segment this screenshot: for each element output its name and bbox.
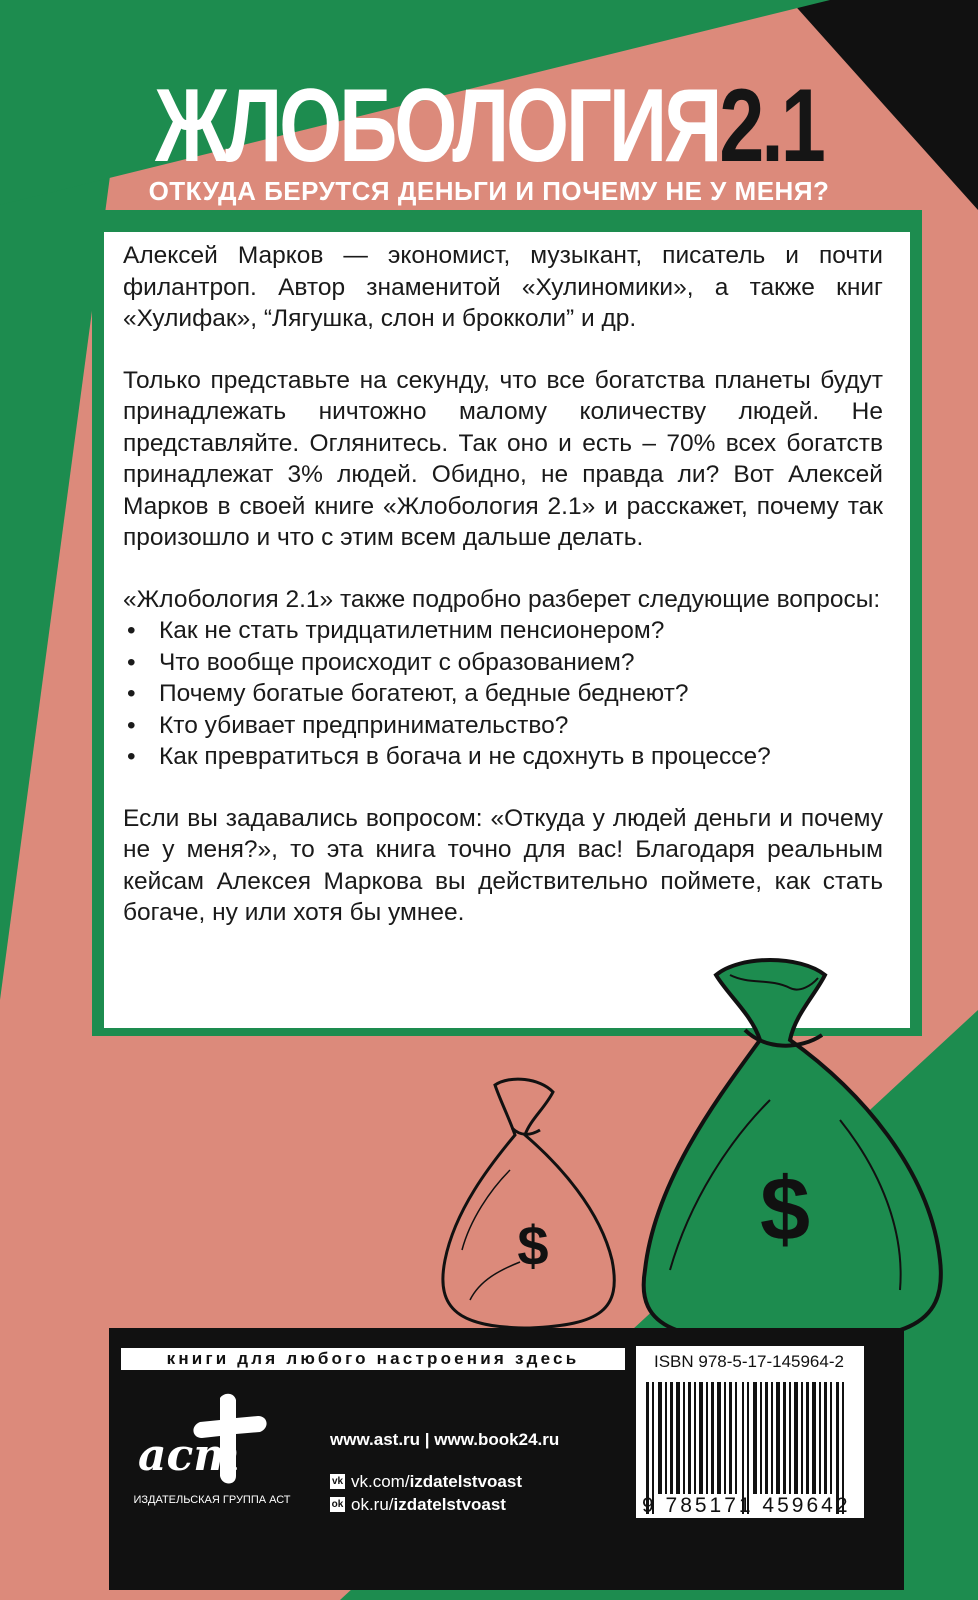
ast-logo xyxy=(132,1390,282,1490)
small-money-bag-icon xyxy=(443,1079,614,1328)
list-item: • Как превратиться в богача и не сдохнуть в процессе? xyxy=(123,741,883,773)
list-item: • Почему богатые богатеют, а бедные беднеют? xyxy=(123,678,883,710)
ok-prefix: ok.ru/ xyxy=(351,1495,394,1514)
social-links xyxy=(330,1470,522,1516)
ok-link[interactable] xyxy=(330,1493,522,1516)
ast-cross-icon xyxy=(132,1390,282,1490)
ok-handle: izdatelstvoast xyxy=(393,1495,506,1514)
small-bag-symbol: $ xyxy=(517,1214,549,1277)
logo-text: аст xyxy=(138,1430,240,1481)
list-item: • Что вообще происходит с образованием? xyxy=(123,647,883,679)
isbn-text: ISBN 978-5-17-145964-2 xyxy=(654,1352,844,1371)
large-money-bag-icon xyxy=(644,960,941,1342)
large-bag-symbol: $ xyxy=(759,1160,811,1260)
title-version: 2.1 xyxy=(719,68,823,184)
list-item: • Кто убивает предпринимательство? xyxy=(123,710,883,742)
slogan: книги для любого настроения здесь xyxy=(121,1348,625,1370)
publisher-name: ИЗДАТЕЛЬСКАЯ ГРУППА АСТ xyxy=(133,1494,291,1506)
vk-handle: izdatelstvoast xyxy=(409,1472,522,1491)
list-item: • Как не стать тридцатилетним пенсионером? xyxy=(123,615,883,647)
paragraph-questions: «Жлобология 2.1» также подробно разберет следующие вопросы: xyxy=(123,585,881,613)
website-links[interactable]: www.ast.ru | www.book24.ru xyxy=(330,1430,560,1449)
vk-link[interactable] xyxy=(330,1470,522,1493)
barcode-digits: 9 785171 459642 xyxy=(642,1494,851,1517)
subtitle: ОТКУДА БЕРУТСЯ ДЕНЬГИ И ПОЧЕМУ НЕ У МЕНЯ? xyxy=(148,176,830,206)
paragraph-author: Алексей Марков — экономист, музыкант, писатель и почти филантроп. Автор знаменитой «Хулиномики», а также книг «Хулифак», “Лягушка, слон и брокколи” и др. xyxy=(123,242,883,332)
title-main: ЖЛОБОЛОГИЯ xyxy=(155,68,720,184)
paragraph-closing: Если вы задавались вопросом: «Откуда у людей деньги и почему не у меня?», то эта книга точно для вас! Благодаря реальным кейсам Алексея Маркова вы действительно поймете, как стать богаче, ну или хотя бы умнее. xyxy=(123,804,883,926)
paragraph-intro: Только представьте на секунду, что все богатства планеты будут принадлежать ничтожно малому количеству людей. Не представляйте. Оглянитесь. Так оно и есть – 70% всех богатств принадлежат 3% людей. Обидно, не правда ли? Вот Алексей Марков в своей книге «Жлобология 2.1» и расскажет, почему так произошло и что с этим всем дальше делать. xyxy=(123,366,883,551)
vk-prefix: vk.com/ xyxy=(351,1472,410,1491)
ok-icon: ok xyxy=(331,1499,344,1510)
vk-icon: vk xyxy=(331,1476,344,1487)
